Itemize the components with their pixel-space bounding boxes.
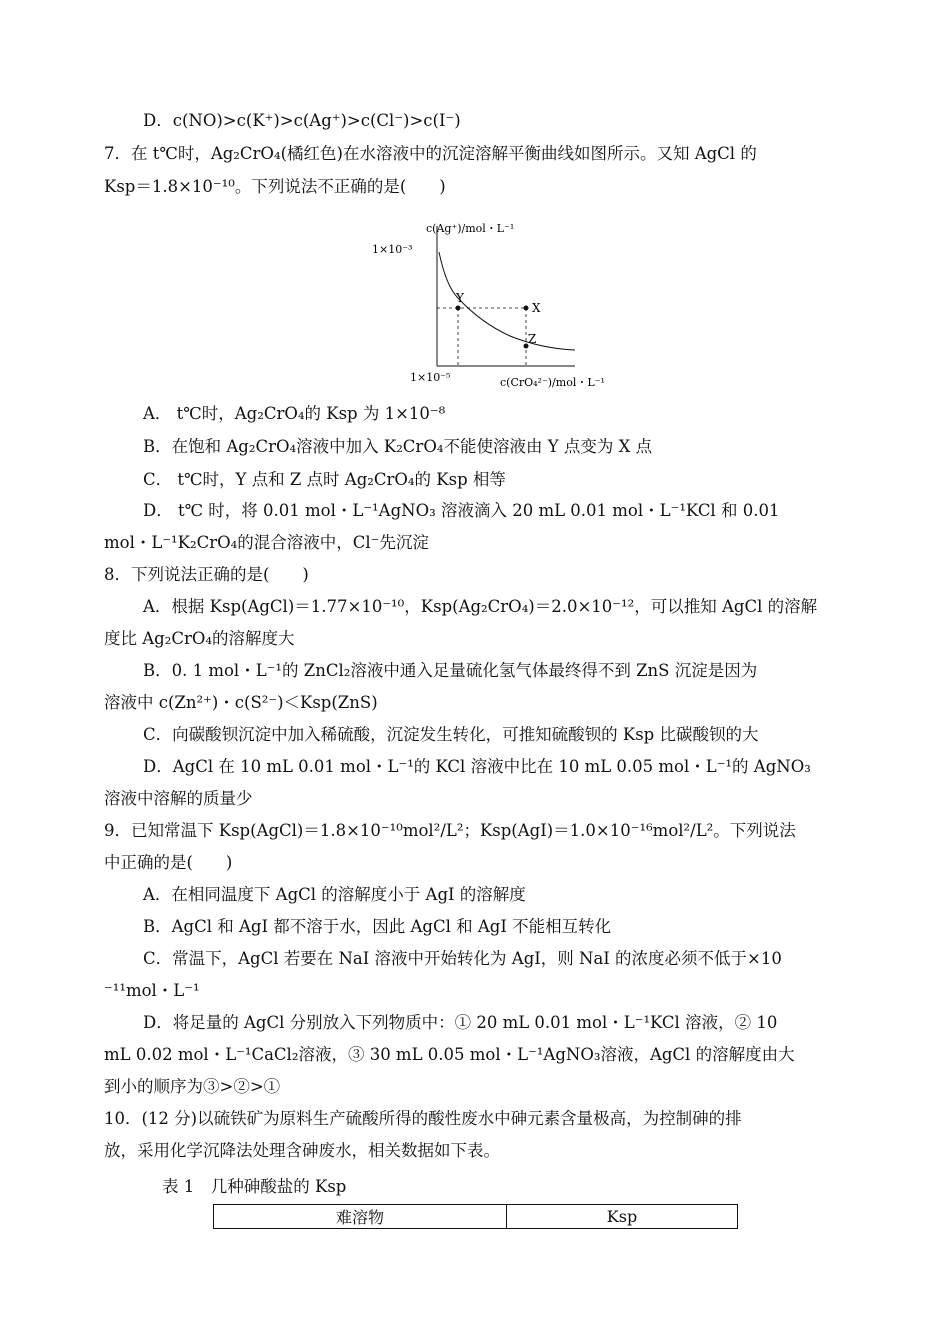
question-9-option-d-cont2: 到小的顺序为③>②>① [104,1077,281,1096]
question-9-stem: 9．已知常温下 Ksp(AgCl)＝1.8×10⁻¹⁰mol²/L²；Ksp(AgI)＝1.0×10⁻¹⁶mol²/L²。下列说法 [104,821,796,840]
question-8-option-d: D．AgCl 在 10 mL 0.01 mol・L⁻¹的 KCl 溶液中比在 10 mL 0.05 mol・L⁻¹的 AgNO₃ [143,757,811,776]
table-header-row [214,1205,738,1229]
y-tick-label: 1×10⁻³ [372,243,413,256]
question-7-option-d: D． t℃ 时，将 0.01 mol・L⁻¹AgNO₃ 溶液滴入 20 mL 0.01 mol・L⁻¹KCl 和 0.01 [143,501,780,520]
question-8-stem: 8．下列说法正确的是( ) [104,565,309,584]
question-9-option-c-cont: ⁻¹¹mol・L⁻¹ [104,981,200,1000]
question-10-stem: 10．(12 分)以硫铁矿为原料生产硫酸所得的酸性废水中砷元素含量极高，为控制砷的排 [104,1109,742,1128]
question-10-stem-cont: 放，采用化学沉降法处理含砷废水，相关数据如下表。 [104,1141,500,1160]
x-tick-label: 1×10⁻⁵ [410,371,451,384]
question-8-option-b: B．0. 1 mol・L⁻¹的 ZnCl₂溶液中通入足量硫化氢气体最终得不到 ZnS 沉淀是因为 [143,661,758,680]
option-d-prev: D．c(NO)>c(K⁺)>c(Ag⁺)>c(Cl⁻)>c(I⁻) [143,111,461,130]
question-9-option-d-cont: mL 0.02 mol・L⁻¹CaCl₂溶液，③ 30 mL 0.05 mol・L⁻¹AgNO₃溶液，AgCl 的溶解度由大 [104,1045,795,1064]
question-9-option-d: D．将足量的 AgCl 分别放入下列物质中：① 20 mL 0.01 mol・L⁻¹KCl 溶液，② 10 [143,1013,778,1032]
question-7-stem-cont: Ksp＝1.8×10⁻¹⁰。下列说法不正确的是( ) [104,177,446,196]
question-8-option-a: A．根据 Ksp(AgCl)＝1.77×10⁻¹⁰，Ksp(Ag₂CrO₄)＝2.0×10⁻¹²，可以推知 AgCl 的溶解 [143,597,818,616]
question-9-option-b: B．AgCl 和 AgI 都不溶于水，因此 AgCl 和 AgI 不能相互转化 [143,917,612,936]
question-8-option-d-cont: 溶液中溶解的质量少 [104,789,253,808]
y-axis-label: c(Ag⁺)/mol・L⁻¹ [426,222,515,235]
question-8-option-c: C．向碳酸钡沉淀中加入稀硫酸，沉淀发生转化，可推知硫酸钡的 Ksp 比碳酸钡的大 [143,725,759,744]
point-x [524,306,529,311]
question-9-option-a: A．在相同温度下 AgCl 的溶解度小于 AgI 的溶解度 [143,885,526,904]
point-x-label: X [532,301,541,315]
point-y [456,306,461,311]
question-9-stem-cont: 中正确的是( ) [104,853,233,872]
question-7-option-b: B．在饱和 Ag₂CrO₄溶液中加入 K₂CrO₄不能使溶液由 Y 点变为 X 点 [143,437,653,456]
question-8-option-a-cont: 度比 Ag₂CrO₄的溶解度大 [104,629,295,648]
x-axis-label: c(CrO₄²⁻)/mol・L⁻¹ [500,376,605,389]
question-7-stem: 7．在 t℃时，Ag₂CrO₄(橘红色)在水溶液中的沉淀溶解平衡曲线如图所示。又知 AgCl 的 [104,144,757,163]
table-header-compound: 难溶物 [214,1205,507,1229]
question-7-option-d-cont: mol・L⁻¹K₂CrO₄的混合溶液中，Cl⁻先沉淀 [104,533,429,552]
question-9-option-c: C．常温下，AgCl 若要在 NaI 溶液中开始转化为 AgI，则 NaI 的浓度必须不低于×10 [143,949,782,968]
table-header-ksp: Ksp [507,1205,738,1229]
question-7-option-c: C． t℃时，Y 点和 Z 点时 Ag₂CrO₄的 Ksp 相等 [143,470,506,489]
table-caption: 表 1 几种砷酸盐的 Ksp [162,1177,347,1196]
solubility-curve-figure [370,216,620,391]
question-8-option-b-cont: 溶液中 c(Zn²⁺)・c(S²⁻)＜Ksp(ZnS) [104,693,378,712]
point-z-label: Z [528,332,537,346]
point-y-label: Y [456,291,464,305]
ksp-table [213,1204,738,1229]
question-7-option-a: A． t℃时，Ag₂CrO₄的 Ksp 为 1×10⁻⁸ [143,404,446,423]
